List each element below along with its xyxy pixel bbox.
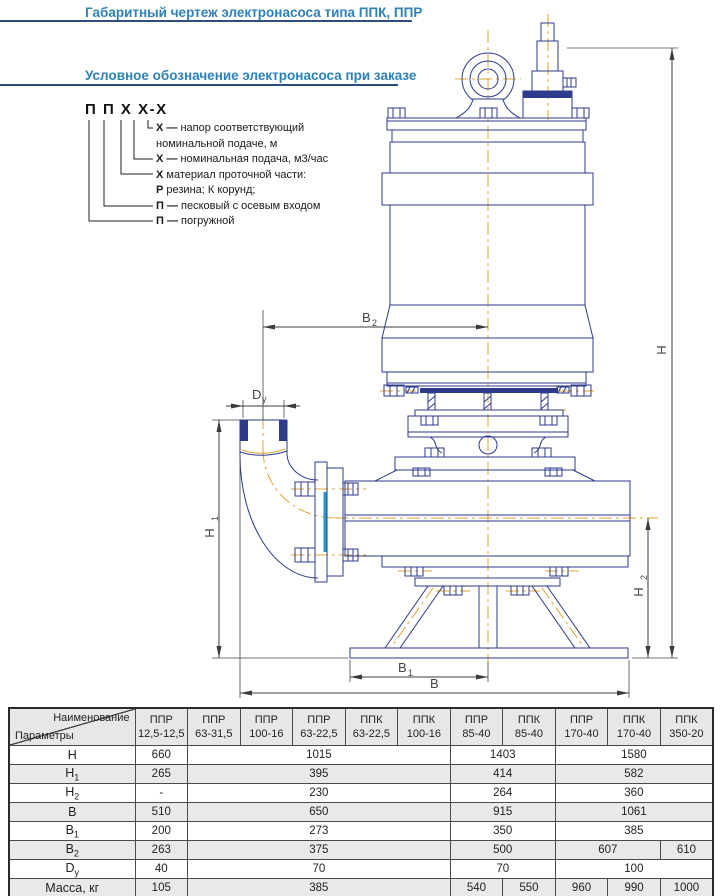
row-label: $B_2$	[9, 841, 135, 860]
column-header: ППР 85-40	[450, 708, 503, 746]
dim-label-h1: H	[202, 528, 217, 538]
value-cell: 1061	[555, 803, 713, 822]
value-cell: 414	[450, 765, 555, 784]
cable-entry	[523, 23, 576, 118]
designation-legend-line: Х материал проточной части:	[156, 168, 307, 181]
value-cell: 650	[188, 803, 451, 822]
row-label: H	[9, 746, 135, 765]
dim-label-h2-sub: 2	[639, 574, 649, 580]
spec-table-wrap	[8, 707, 714, 896]
value-cell: 1000	[660, 879, 713, 896]
value-cell: 960	[555, 879, 608, 896]
value-cell: 105	[135, 879, 188, 896]
seal-chamber	[375, 388, 595, 481]
pump-body	[240, 23, 630, 658]
value-cell: 265	[135, 765, 188, 784]
value-cell: 1015	[188, 746, 451, 765]
table-corner-cell: Наименование Параметры	[9, 708, 135, 746]
dim-label-b: B	[430, 676, 439, 691]
dim-label-b1: B	[398, 660, 407, 675]
table-row	[9, 841, 713, 860]
value-cell: 610	[660, 841, 713, 860]
legend-leader-lines	[89, 120, 153, 221]
value-cell: 395	[188, 765, 451, 784]
designation-legend-line: П — погружной	[156, 215, 235, 227]
dim-label-b2: B	[362, 310, 371, 325]
value-cell: 360	[555, 784, 713, 803]
designation-legend-line: Х — напор соответствующий	[156, 122, 305, 134]
value-cell: 264	[450, 784, 555, 803]
value-cell: 230	[188, 784, 451, 803]
designation-title: Условное обозначение электронасоса при заказе	[85, 68, 417, 83]
value-cell: 1580	[555, 746, 713, 765]
dim-label-h: H	[654, 345, 669, 355]
dim-label-dy: D	[252, 387, 262, 402]
table-row	[9, 765, 713, 784]
dimension-b2	[263, 310, 488, 420]
value-cell: 660	[135, 746, 188, 765]
column-header: ППК 350-20	[660, 708, 713, 746]
value-cell: 200	[135, 822, 188, 841]
table-row	[9, 784, 713, 803]
dim-label-h2: H	[631, 587, 646, 597]
value-cell: 1403	[450, 746, 555, 765]
value-cell: 582	[555, 765, 713, 784]
row-label: $H_1$	[9, 765, 135, 784]
table-row	[9, 822, 713, 841]
value-cell: 990	[608, 879, 661, 896]
support-stand	[350, 578, 628, 658]
dimension-b1	[350, 660, 488, 682]
table-row	[9, 860, 713, 879]
column-header: ППР 63-22,5	[293, 708, 346, 746]
column-header: ППК 100-16	[398, 708, 451, 746]
dim-label-h1-sub: 1	[210, 515, 220, 521]
centerlines	[242, 14, 658, 672]
discharge-flange	[295, 462, 358, 582]
table-row	[9, 879, 713, 896]
row-label: Масса, кг	[9, 879, 135, 896]
value-cell: 100	[555, 860, 713, 879]
value-cell: 350	[450, 822, 555, 841]
table-row	[9, 803, 713, 822]
dim-label-b2-sub: 2	[372, 318, 378, 328]
value-cell: 915	[450, 803, 555, 822]
value-cell: 540	[450, 879, 503, 896]
column-header: ППК 63-22,5	[345, 708, 398, 746]
designation-legend-line: П — песковый с осевым входом	[156, 199, 321, 212]
row-label: $H_2$	[9, 784, 135, 803]
value-cell: 385	[555, 822, 713, 841]
dimension-h2	[631, 518, 651, 658]
column-header: ППК 170-40	[608, 708, 661, 746]
value-cell: 385	[188, 879, 451, 896]
column-header: ППР 63-31,5	[188, 708, 241, 746]
column-header: ППР 100-16	[240, 708, 293, 746]
value-cell: 607	[555, 841, 660, 860]
discharge-elbow	[240, 420, 318, 578]
value-cell: 550	[503, 879, 556, 896]
dim-label-b1-sub: 1	[408, 668, 414, 678]
value-cell: 40	[135, 860, 188, 879]
column-header: ППК 85-40	[503, 708, 556, 746]
spec-table	[8, 707, 714, 896]
column-header: ППР 12,5-12,5	[135, 708, 188, 746]
value-cell: 375	[188, 841, 451, 860]
row-label: $B_1$	[9, 822, 135, 841]
value-cell: 273	[188, 822, 451, 841]
value-cell: 70	[188, 860, 451, 879]
designation-code: П П Х Х-Х	[85, 101, 168, 118]
row-label: $D_у$	[9, 860, 135, 879]
designation-legend-line: Р резина; К корунд;	[156, 184, 256, 196]
value-cell: 500	[450, 841, 555, 860]
value-cell: 70	[450, 860, 555, 879]
designation-legend-line: номинальной подаче, м	[156, 137, 278, 150]
table-row	[9, 746, 713, 765]
page-title: Габаритный чертеж электронасоса типа ППК, ППР	[85, 5, 423, 20]
value-cell: -	[135, 784, 188, 803]
dim-label-dy-sub: у	[262, 394, 267, 404]
value-cell: 263	[135, 841, 188, 860]
designation-legend-line: Х — номинальная подача, м3/час	[156, 153, 329, 165]
column-header: ППР 170-40	[555, 708, 608, 746]
row-label: B	[9, 803, 135, 822]
value-cell: 510	[135, 803, 188, 822]
